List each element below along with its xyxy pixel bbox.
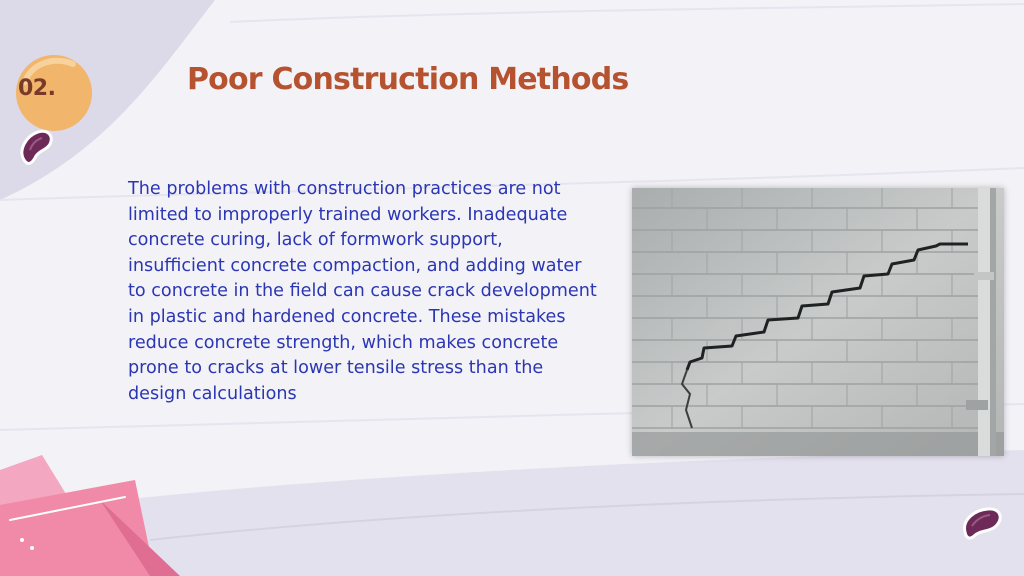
bean-icon bbox=[16, 126, 56, 170]
slide-number: 02. bbox=[18, 76, 56, 101]
slide-title: Poor Construction Methods bbox=[187, 62, 629, 97]
body-paragraph: The problems with construction practices are not limited to improperly trained workers. Inadequate concrete curing, lack of formwork support, insufficient concrete compaction, and adding water to concrete in the field can cause crack development in plastic and hardened concrete. These mistakes reduce concrete strength, which makes concrete prone to cracks at lower tensile stress than the design calculations bbox=[128, 179, 597, 404]
bean-icon-bottom bbox=[960, 504, 1006, 544]
cracked-wall-photo bbox=[632, 188, 1004, 456]
bottom-band-shape bbox=[120, 450, 1024, 576]
